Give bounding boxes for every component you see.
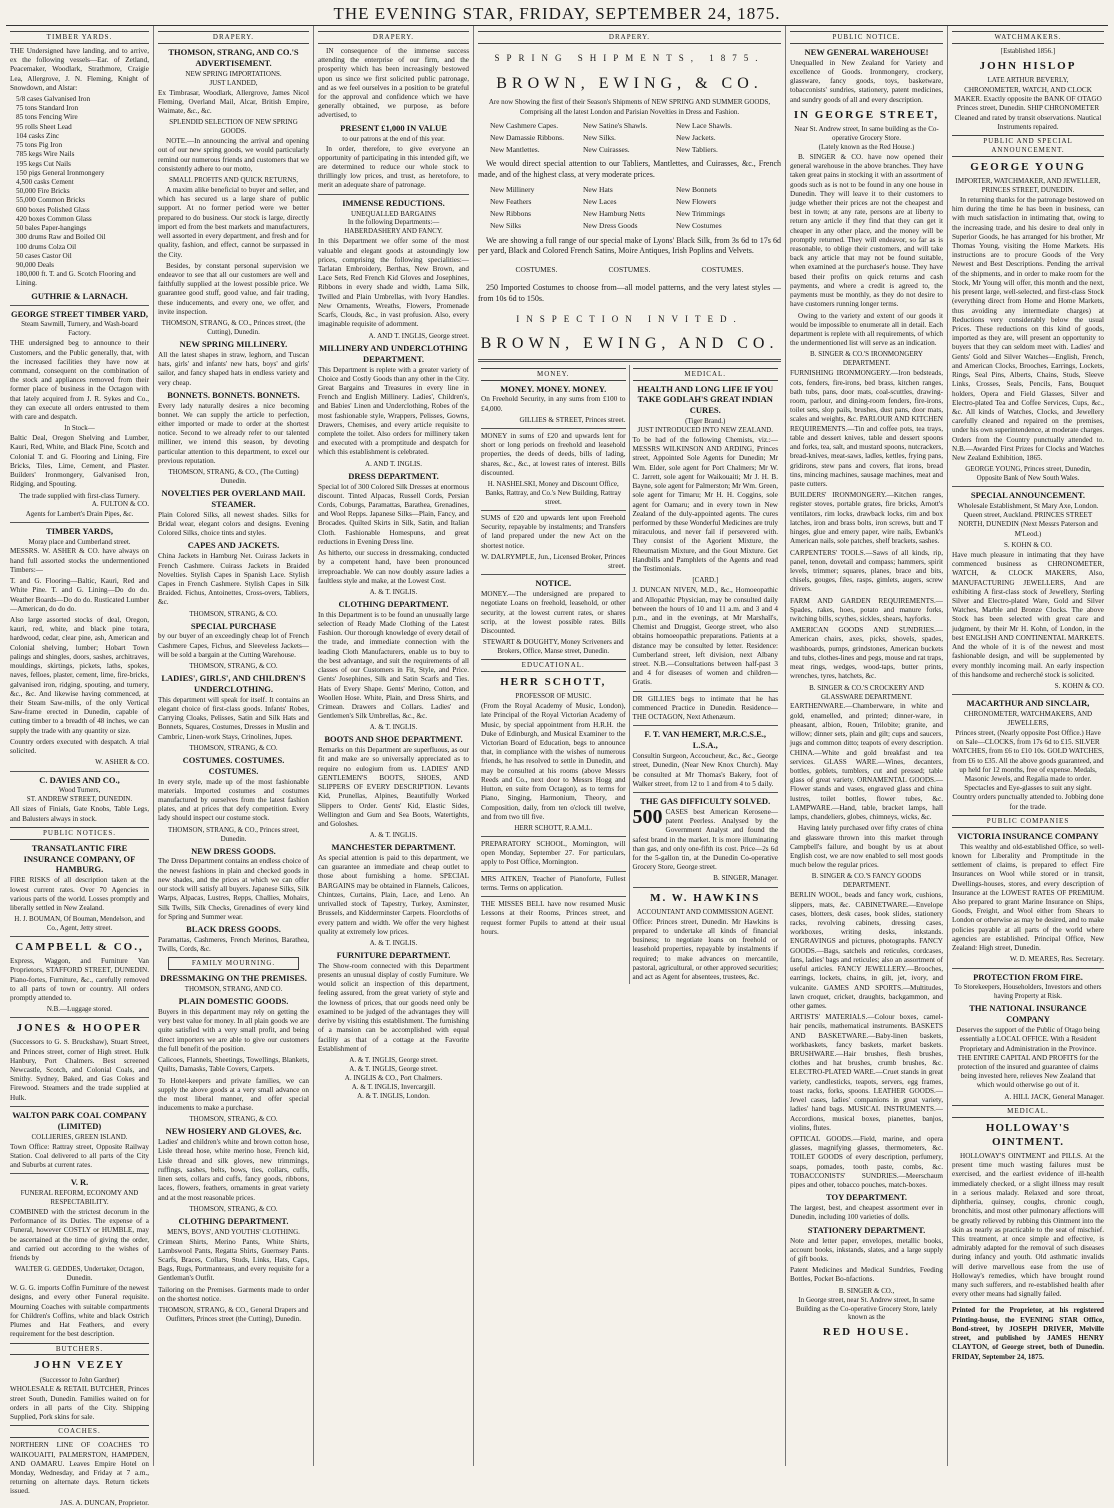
- advert-subheading: JUST LANDED,: [209, 78, 258, 87]
- advert-heading: MANCHESTER DEPARTMENT.: [331, 842, 456, 853]
- list-item: 195 kegs Cut Nails: [16, 159, 71, 168]
- brand-heading: BROWN, EWING, & CO.: [496, 74, 763, 92]
- advert-text: Having lately purchased over fifty crates of china and glassware thrown into this market through Campbell's failure, and bought by us at about English cost, we are now enabled to sell most goods much below the regular prices.: [790, 824, 943, 870]
- section-heading: MEDICAL.: [952, 1105, 1104, 1118]
- advert-text: In this Department we offer some of the most valuable and elegant goods at astoundingly low prices, comprising the following specialities:—Tarlatan Embroidery, Berthas, New Brown, and Lace Sets, Red French Kid Gloves and Josephines, Ribbons in every shade and width, Lama Silk, Twilled and Plain Umbrellas, with Ivory Handles. New Ornaments, Wreaths, Flowers, Promenade Scarfs, Clouds, &c., in vast profusion. Also, every imaginable requisite of adornment.: [318, 237, 469, 329]
- advert-heading: THOMSON, STRANG, AND CO.'S ADVERTISEMENT.: [168, 46, 299, 68]
- advert-text: FIRE RISKS of all description taken at the lowest current rates. Over 70 Agencies in various parts of the world. Losses promptly and liberally settled in New Zealand.: [10, 876, 149, 912]
- advert-signature: A. AND T. INGLIS.: [365, 459, 422, 468]
- advert-text: THE undersigned beg to announce to their Customers, and the Public generally, that, with the increased facilities they have now at command, consequent on the combination of the stock and appliances removed from their former place of business in the Octagon with that lately acquired from J. R. Sykes and Co., they can execute all orders entrusted to them with care and despatch.: [10, 339, 149, 422]
- section-heading: EDUCATIONAL.: [481, 659, 626, 672]
- advert-heading: IMMENSE REDUCTIONS.: [342, 197, 445, 208]
- advert-text: Every lady naturally desires a nice becoming bonnet. We can supply the article to perfection, either imported or made to order at the shortest notice. Second to we already refer to our talented milliner, we intend this season, by devoting particular attention to this department, to excel our previous reputation.: [158, 401, 309, 465]
- advert-text: 250 Imported Costumes to choose from—all model patterns, and the very latest styles —from 10s 6d to 150s.: [478, 283, 781, 304]
- advert-signature: A. INGLIS & CO., Port Chalmers.: [344, 1073, 443, 1082]
- advert-heading: SPECIAL ANNOUNCEMENT.: [970, 490, 1086, 501]
- advert-subheading: ACCOUNTANT AND COMMISSION AGENT.: [636, 907, 774, 916]
- advert-text: In this Department is to be found an unusually large selection of Ready Made Clothing of the Latest Fashion. Our thorough knowledge of every detail of the trade, and immediate connection with the leading Cloth Manufacturers, enable us to buy to the best advantage, and suit the requirements of all classes of our Customers in Fit, Style, and Price. Gents' Josephines, Silk and Satin Scarfs and Ties. Hats of Every Shape. Gents' Merino, Cotton, and Woollen Hose. White, Plain, and Dress Shirts, and Crimean. Drawers and Collars. Ladies' and Gentlemen's Silk Umbrellas, &c., &c.: [318, 610, 469, 721]
- advert-heading: V. R.: [70, 1177, 89, 1188]
- advert-signature: THOMSON, STRANG, & CO., Princes street, (the Cutting), Dunedin.: [161, 319, 306, 337]
- advert-text: This department will speak for itself. It contains an elegant choice of first-class goods. Infants' Robes, Carrying Cloaks, Pelisses, Satin and Silk Hats and Bonnets, Squares, Costumes, Dresses in Muslin and Cambric, Linen-work Stays, Crinolines, Jupes.: [158, 695, 309, 741]
- list-item: 300 drums Raw and Boiled Oil: [16, 233, 106, 242]
- column-3: [314, 26, 474, 1466]
- advert-text: CHRONOMETER, WATCH, AND CLOCK MAKER. Exactly opposite the BANK OF OTAGO Princes street, Dunedin. SHIP CHRONOMETER Cleaned and rated by transit observations. Nautical Instruments repaired.: [954, 85, 1102, 131]
- advert-text: SUMS of £20 and upwards lent upon Freehold Security, repayable by instalments; and Transfers of land prepared under the new Act on the shortest notice.: [481, 514, 626, 550]
- goods-grid: [490, 185, 769, 232]
- advert-signature: S. KOHN & CO.: [1054, 681, 1104, 690]
- advert-subheading: NEW SPRING IMPORTATIONS.: [185, 69, 282, 78]
- advert-signature: W. D. MEARES, Res. Secretary.: [1009, 955, 1104, 964]
- advert-heading: JONES & HOOPER: [16, 1022, 143, 1035]
- money-education-column: [478, 365, 630, 985]
- advert-text: Ladies' and children's white and brown cotton hose, Lisle thread hose, white merino hose, French kid, Lisle thread and silk gloves, new trimmings, ruffings, sashes, belts, bows, ties, collars, cuffs, linen sets, collars and cuffs, fancy goods, ribbons, laces, flowers, feathers, ornaments in great variety and at the most reasonable prices.: [158, 1138, 309, 1202]
- advert-text: As hitherto, our success in dressmaking, conducted by a competent hand, have been pronounced irreproachable. We can now doubly assure ladies a faultless style and make, at the Lowest Cost.: [318, 549, 469, 585]
- advert-subheading: CHRONOMETER, WATCHMAKERS, AND JEWELLERS,: [963, 710, 1093, 727]
- advert-text: MONEY in sums of £20 and upwards lent for short or long periods on freehold and leasehold properties, the deeds of deeds, bills of lading, shares, &c., &c., at lowest rates of interest. Bills discounted.: [481, 432, 626, 477]
- lower-split: [478, 365, 781, 985]
- advert-text: IN consequence of the immense success attending the enterprise of our firm, and the prosperity which has been increasingly bestowed upon us since we first solicited public patronage, and as we feel ourselves in a position to be grateful for the approval and confidence which we have generally obtained, we purpose, as before advertised, to: [318, 46, 469, 120]
- brand-heading: BROWN, EWING, AND CO.: [480, 334, 779, 352]
- list-item: 180,000 ft. T. and G. Scotch Flooring and Lining.: [16, 270, 136, 288]
- grid-item: New Jackets.: [676, 133, 716, 143]
- list-item: 5/8 cases Galvanised Iron: [16, 95, 91, 104]
- list-item: 150 pigs General Ironmongery: [16, 168, 105, 177]
- advert-heading: JOHN VEZEY: [33, 1359, 125, 1372]
- advert-text: COMBINED with the strictest decorum in the Performance of its Duties. The expense of a Funeral, however COSTLY or HUMBLE, may be ascertained at the time of giving the order, and carried out according to the wishes of friends by: [10, 1207, 149, 1263]
- advert-text: THE MISSES BELL have now resumed Music Lessons at their Rooms, Princes street, and request former Pupils to attend at their usual hours.: [481, 900, 626, 936]
- list-item: 90,000 Deals: [16, 260, 54, 269]
- advert-signature: A. & T. INGLIS, London.: [357, 1091, 430, 1100]
- list-item: 85 tons Fencing Wire: [16, 113, 78, 122]
- advert-signature: THOMSON, STRANG, & CO., (The Cutting) Dunedin.: [168, 468, 299, 486]
- grid-item: New Tabliers.: [676, 145, 718, 155]
- advert-signature: H. NASHELSKI, Money and Discount Office, Banks, Rattray, and Co.'s New Building, Rattray street.: [485, 480, 622, 507]
- grid-item: New Mantlettes.: [490, 145, 540, 155]
- advert-text: BERLIN WOOL, beads and fancy work, cushions, slippers, mats, &c. CABINETWARE.—Envelope cases, blotters, desk cases, book slides, stationery racks, revolving cabinets, dressing cases, workboxes, writing desks, inkstands. ENGRAVINGS and pictures, photographs. FANCY GOODS.—Bags, satchels and reticules, cordcases, fans, ladies' bags and reticules; also an assortment of useful articles. FANCY JEWELLERY.—Brooches, earrings, lockets, chains, in gilt, jet, ivory, and vulcanite. GAMES AND SPORTS.—Multitudes, lawn croquet, cricket, draughts, backgammon, and other games.: [790, 891, 943, 1010]
- column-6: [948, 26, 1108, 1466]
- advert-heading: CAMPBELL & CO.,: [15, 941, 144, 954]
- advert-text: MESSRS. W. ASHER & CO. have always on hand full assorted stocks the undermentioned Timbers:—: [10, 547, 149, 574]
- advert-heading: TRANSATLANTIC FIRE INSURANCE COMPANY, OF HAMBURG.: [23, 842, 136, 875]
- grid-item: COSTUMES.: [515, 265, 558, 275]
- advert-text: Deserves the support of the Public of Otago being essentially a LOCAL OFFICE. With a Resident Proprietary and Administration in the Province. THE ENTIRE CAPITAL AND PROFITS for the protection of the insured and guarantee of claims being invested here, relieves New Zealand that which would otherwise go out of it.: [956, 1026, 1100, 1090]
- advert-heading: DRESS DEPARTMENT.: [348, 470, 439, 481]
- advert-signature: GEORGE YOUNG, Princes street, Dunedin, Opposite Bank of New South Wales.: [965, 465, 1091, 483]
- advert-signature: B. SINGER & CO.,: [838, 1286, 895, 1295]
- column-5: [786, 26, 948, 1466]
- advert-subheading: (Tiger Brand.): [685, 417, 726, 426]
- advert-text: AMERICAN GOODS AND SUNDRIES.—American chairs, axes, picks, shovels, spades, washboards, pumps, grindstones, American buckets and tubs, clothes-lines and pegs, mouse and rat traps, meat rings, wedges, wood-taps, butter prints, wrenches, tyres, hatchets, &c.: [790, 626, 943, 681]
- advert-signature: JAS. A. DUNCAN, Proprietor.: [60, 1498, 149, 1507]
- advert-signature: HERR SCHOTT, R.A.M.L.: [514, 824, 593, 833]
- advert-text: B. SINGER & CO. have now opened their general warehouse in the above branches. They have taken great pains in stocking it with an assortment of goods such as is not to be found in any one house in Dunedin. They will leave it to their customers to judge whether their prices are not the cheapest and best in town; at any rate, persons are at liberty to return any article if they find that they can get it cheaper in any other place, and the money will be promptly returned. They will endeavor, so far as is reasonable, to oblige their customers, and will take back any article that may not be found suitable, when examined at the purchaser's house. They have based their profits on quick returns and cash payments, and where a credit is agreed to, the payments must be monthly, as they do not desire to have customers running longer terms.: [790, 152, 943, 309]
- advert-subheading: FUNERAL REFORM, ECONOMY AND RESPECTABILITY.: [20, 1189, 139, 1207]
- advert-signature: GILLIES & STREET, Princes street.: [519, 415, 626, 424]
- advert-text: (Successors to G. S. Bruckshaw), Stuart Street, and Princes street, corner of High street. Hulk Hanbury, Port Chalmers. Best screened Newcastle, Scotch, and Colonial Coals, and Smithy. Sydney, Baked, and Gas Cokes and Firewood. Steamers and the trade supplied at Hulk.: [10, 1038, 149, 1102]
- advert-text: On Freehold Security, in any sums from £100 to £4,000.: [481, 395, 626, 413]
- advert-text: All the latest shapes in straw, leghorn, and Tuscan hats, girls' and infants' new hats, boys' and girls' sailor, and fancy shaped hats in endless variety and very cheap.: [158, 350, 309, 387]
- advert-text: NORTHERN LINE OF COACHES TO WAIKOUAITI, PALMERSTON, HAMPDEN, AND OAMARU. Leaves Empire Hotel on Monday, Wednesday, and Friday at 7 a.m., returning on alternate days. Return tickets issued.: [10, 1441, 149, 1496]
- grid-item: New Silks: [490, 221, 522, 231]
- advert-text: In order, therefore, to give everyone an opportunity of participating in this intended gift, we are determined to reduce our whole stock to thrillingly low prices, and trust, as heretofore, to merit an adequate share of patronage.: [318, 144, 469, 190]
- advert-heading: NEW SPRING MILLINERY.: [179, 338, 288, 349]
- advert-signature: A. AND T. INGLIS, George street.: [368, 331, 469, 340]
- advert-signature: THOMSON, STRANG, & CO.: [189, 743, 278, 752]
- advert-heading: LADIES', GIRLS', AND CHILDREN'S UNDERCLOTHING.: [161, 673, 306, 694]
- advert-heading: IN GEORGE STREET,: [793, 108, 940, 121]
- advert-heading: M. W. HAWKINS: [650, 891, 761, 904]
- advert-heading: BONNETS. BONNETS. BONNETS.: [167, 389, 300, 400]
- advert-text: China Jackets in Hamburg Net. Cuirass Jackets in French Cashmere. Cuirass Jackets in Braided Novelties. Stylish Capes in Spanish Lace. Stylish Capes in French Cashmere. Stylish Capes in Silk Braided. Fichus, Antoinettes, Cross-overs, Tabliers, &c.: [158, 552, 309, 607]
- advert-text: [632, 805, 779, 873]
- grid-item: New Feathers: [490, 197, 532, 207]
- advert-text: Buyers in this department may rely on getting the very best value for money. In all plain goods we are quite satisfied with a very small profit, and being direct importers we are able to give our customers the full benefit of the position.: [158, 1007, 309, 1053]
- advert-text: Ex Timbrasar, Woodlark, Allergrove, James Nicol Fleming, Overland Mail, Alcar, British Empire, Waimate, &c., &c.: [158, 88, 309, 116]
- advert-subheading: Steam Sawmill, Turnery, and Wash-board Factory.: [21, 320, 138, 338]
- grid-item: New Costumes: [676, 221, 722, 231]
- advert-text: Plain Colored Silks, all newest shades. Silks for Bridal wear, elegant colors and designs. Evening Colored Silks, choice tints and styles.: [158, 510, 309, 538]
- advert-text: The trade supplied with first-class Turnery.: [19, 491, 140, 500]
- list-item: 4,500 casks Cement: [16, 178, 74, 187]
- advert-subheading: (Successor to John Gardner): [39, 1375, 120, 1384]
- advert-heading: HEALTH AND LONG LIFE IF YOU TAKE GODLAH'S GREAT INDIAN CURES.: [637, 383, 774, 416]
- advert-heading: JOHN HISLOP: [979, 59, 1077, 72]
- section-heading: TIMBER YARDS.: [10, 31, 149, 44]
- advert-text: J. DUNCAN NIVEN, M.D., &c., Homoeopathic and Allopathic Physician, may be consulted daily between the hours of 10 and 11 a.m. and 3 and 4 p.m., and in the evenings, at Mr Marshall's, Chemist and Druggist, George street, who also obtains homoeopathic preparations. Patients at a distance may be consulted by letter. Residence: Cumberland street, left division, next Albany street. N.B.—Consultations between half-past 3 and 4 for diseases of women and children— Gratis.: [632, 586, 778, 687]
- advert-text: MONEY.—The undersigned are prepared to negotiate Loans on freehold, leasehold, or other security, at the lowest current rates, or shares scrip, at the lowest possible rates. Bills Discounted.: [481, 590, 626, 636]
- advert-text: PREPARATORY SCHOOL, Mornington, will open Monday, September 27. For particulars, apply to Post Office, Mornington.: [481, 839, 626, 867]
- advert-subheading: ST. ANDREW STREET, DUNEDIN.: [26, 795, 133, 804]
- grid-item: New Silks.: [583, 133, 616, 143]
- section-heading: PUBLIC NOTICES.: [10, 827, 149, 840]
- advert-heading: CLOTHING DEPARTMENT.: [338, 598, 449, 609]
- advert-text: Express, Waggon, and Furniture Van Proprietors, STAFFORD STREET, DUNEDIN. Piano-fortes, Furniture, &c., carefully removed to all parts of town or country. All orders promptly attended to.: [10, 957, 149, 1003]
- advert-text: Princes street, (Nearly opposite Post Office.) Have on Sale—CLOCKS, from 17s 6d to £15. SILVER WATCHES, from £6 to £10 10s. GOLD WATCHES, from £6 to £35. All the above goods guaranteed, and up held for 12 months, free of expense. Medals, Masonic Jewels, and Regalia made to order. Spectacles and Eye-glasses to suit any sight. Country orders punctually attended to. Jobbing done for the trade.: [952, 728, 1104, 811]
- advert-text: As special attention is paid to this department, we can guarantee an immediate and cheap outlet to those about furnishing a home. SPECIAL BARGAINS may be obtained in Flannels, Calicoes, Chintzes, Curtains, Plain, Lace, and Leno. An unrivalled stock of Tapestry, Turkey, Axminster, Brussels, and Kidderminster Carpets. Floorcloths of every pattern and width. We offer the very highest quality at extremely low prices.: [318, 854, 469, 936]
- advert-text: THE Undersigned have landing, and to arrive, ex the following vessels—Ear. of Zetland, Peacemaker, Woodlark, Strathmore, Craigie Lea, Allergrove, J. N. Fleming, Knight of Snowdown, and Alstar:: [10, 46, 149, 92]
- advert-heading: HERR SCHOTT,: [500, 676, 607, 689]
- section-heading: PUBLIC AND SPECIAL ANNOUNCEMENT.: [952, 135, 1104, 157]
- advert-text: In George street, near St. Andrew street, In same Building as the Co-operative Grocery Store, lately known as the: [796, 1295, 937, 1322]
- list-item: 50 cases Castor Oil: [16, 251, 72, 260]
- advert-signature: A. FULTON & CO.: [91, 500, 149, 509]
- advert-signature: A. & T. INGLIS.: [369, 938, 418, 947]
- advert-signature: A. & T. INGLIS.: [369, 831, 418, 840]
- advert-heading: FURNITURE DEPARTMENT.: [336, 949, 451, 960]
- advert-signature: THOMSON, STRANG, & CO., Princes street, Dunedin.: [167, 825, 300, 843]
- advert-heading: COSTUMES. COSTUMES. COSTUMES.: [182, 754, 285, 776]
- advert-subheading: [Established 1856.]: [1000, 46, 1056, 55]
- kerosene-text: CASES best American Kerosene—patent Peerless. Analysed by the Government Analyst and found the safest brand in the market. It is more illuminating than gas, and only one-fifth its cost. Price—2s 6d for the 5-gallon tin, at the Dunedin Co-operative Grocery Store, George street.: [632, 807, 778, 872]
- advert-subheading: B. SINGER & CO.'S IRONMONGERY DEPARTMENT.: [810, 350, 923, 368]
- advert-heading: THE NATIONAL INSURANCE COMPANY: [969, 1003, 1087, 1025]
- advert-signature: THOMSON, STRANG, & CO.: [189, 1115, 278, 1124]
- advert-signature: A. & T. INGLIS.: [369, 723, 418, 732]
- advert-heading: NEW GENERAL WAREHOUSE!: [804, 46, 929, 57]
- advert-text: DR GILLIES begs to intimate that he has commenced Practice in Dunedin. Residence—THE OCTAGON, Next Athenæum.: [632, 694, 778, 722]
- list-item: 420 boxes Common Glass: [16, 214, 92, 223]
- advert-text: Remarks on this Department are superfluous, as our fit and make are so universally appreciated as to require no eulogium from us. LADIES' AND GENTLEMEN'S BOOTS, SHOES, AND SLIPPERS OF EVERY DESCRIPTION. Levants Kid, Prunellas, Alpines, Beautifully Worked Slippers to Order. Gents' Kid, Elastic Sides, Wellington and Gum and Sea Boots, Watertights, and Goloshes.: [318, 746, 469, 828]
- advert-subheading: IMPORTER, WATCHMAKER, AND JEWELLER, PRINCES STREET, DUNEDIN.: [955, 177, 1101, 194]
- advert-heading: WALTON PARK COAL COMPANY (LIMITED): [12, 1109, 147, 1131]
- advert-signature: A. & T. INGLIS, George street.: [349, 1064, 438, 1073]
- list-item: 100 drums Colza Oil: [16, 242, 77, 251]
- advert-text: T. and G. Flooring—Baltic, Kauri, Red and White Pine. T. and G. Lining—Do do do. Weather Boards—Do do do. Rusticated Lumber—American, do do do.: [10, 577, 149, 613]
- advert-text: (From the Royal Academy of Music, London), late Principal of the Royal Victorian Academy of Music, by special appointment from H.R.H. the Duke of Edinburgh, and Musical Examiner to the Victorian Board of Education, begs to announce that, in compliance with the wishes of numerous friends, he has resolved to settle in Dunedin, and may be consulted at his rooms (above Messrs Reeds and Co., next door to Messrs Hogg and Hutton, en suite from Octagon), as to terms for Piano, Singing, Harmonium, Theory, and Composition, daily, from ten o'clock till twelve, and from two till five.: [481, 702, 626, 821]
- grid-item: New Trimmings: [676, 209, 725, 219]
- advert-heading: MACARTHUR AND SINCLAIR,: [966, 698, 1090, 709]
- advert-subheading: Near St. Andrew street, In same building as the Co-operative Grocery Store.: [794, 125, 939, 142]
- advert-text: Unequalled in New Zealand for Variety and excellence of Goods. Ironmongery, crockery, glassware, fancy goods, toys, basketware, tobacconists' sundries, stationery, patent medicines, and sundry goods of all and every description.: [790, 58, 943, 104]
- list-item: 50 bales Paper-hangings: [16, 224, 87, 233]
- advert-subheading: to our patrons at the end of this year.: [342, 134, 445, 143]
- advert-subheading: Are now Showing the first of their Season's Shipments of NEW SPRING AND SUMMER GOODS,: [488, 98, 771, 107]
- advert-signature: A. & T. INGLIS.: [369, 587, 418, 596]
- grid-item: New Millinery: [490, 185, 535, 195]
- advert-text: Wholesale Establishment, St Mary Axe, London. Queen street, Auckland. PRINCES STREET NORTH, DUNEDIN (Next Messrs Paterson and M'Leod.): [957, 502, 1099, 538]
- advert-text: The largest, best, and cheapest assortment ever in Dunedin, including 100 varieties of dolls.: [790, 1204, 943, 1222]
- imprint: Printed for the Proprietor, at his registered Printing-house, the EVENING STAR Office, Bond-street, by JOSEPH DRIVER, Melville street, and published by JAMES HENRY CLAYTON, of George street, both of Dunedin. FRIDAY, September 24, 1875.: [952, 1306, 1104, 1361]
- advert-text: To be had of the following Chemists, viz.:—MESSRS WILKINSON AND ARDING, Princes street, Appointed Sole Agents for Dunedin; Mr Wm. Elder, sole agent for Port Chalmers; Mr W. C. Jarrett, sole agent for Waikouaiti; Mr J. H. B. Bayne, sole agent for Palmerston; Mr Wm. Green, sole agent for Timaru; Mr H. H. Coggins, sole agent for Oamaru; and in every town in New Zealand of the duly-appointed agents. The cures performed by these Wonderful Medicines are truly miraculous, and never fail if persevered with. They consist of the Agorient Mixture, the Rheumatism Mixture, and the Gout Mixture. Get Handbills and Pamphlets of the Agents and read the Testimonials.: [632, 436, 778, 574]
- advert-text: In every style, made up of the most fashionable materials. Imported costumes and costumes manufactured by ourselves from the latest fashion plates, and at prices that defy competition. Every lady should inspect our costume stock.: [158, 777, 309, 823]
- list-item: 600 boxes Polished Glass: [16, 205, 90, 214]
- grid-item: New Hamburg Netts: [583, 209, 645, 219]
- column-1: [6, 26, 154, 1507]
- advert-text: Owing to the variety and extent of our goods it would be impossible to enumerate all in detail. Each department is replete with all requirements, of which the undermentioned list will serve as an indication.: [790, 311, 943, 348]
- advert-signature: THOMSON, STRANG, AND CO.: [184, 985, 283, 994]
- advert-text: We are showing a full range of our special make of Lyons' Black Silk, from 3s 6d to 17s 6d per yard, Black and Colored French Satins, Moire Antiques, Irish Poplins and Velvets.: [478, 235, 781, 256]
- medical-column: [630, 365, 782, 985]
- section-heading: MONEY.: [481, 368, 626, 381]
- advert-signature: A. & T. INGLIS, Invercargill.: [351, 1082, 436, 1091]
- grid-item: New Ribbons: [490, 209, 532, 219]
- advert-subheading: SMALL PROFITS AND QUICK RETURNS,: [168, 176, 299, 185]
- advert-heading: DRESSMAKING ON THE PREMISES.: [160, 973, 307, 984]
- advert-text: FURNISHING IRONMONGERY.—Iron bedsteads, cots, fenders, fire-irons, bed brass, kitchen ranges, bath tubs, pans, door mats, coal-scuttles, drawing-room, parlour, and dining-room fenders, fire-irons, toilet sets, slop pails, brushes, dust pans, door mats, scales and weights, &c. PARLOUR AND KITCHEN REQUIREMENTS.—Tin and coffee pots, tea trays, table and dessert knives, table and dessert spoons and forks, tea, salt, and mustard spoons, nutcrackers, bread-knives, meat-saws, ladles, kettles, frying pans, gridirons, stew pans and covers, flat irons, bread tins, mincing machines, sausage machines, meat and paste cutters.: [790, 369, 943, 488]
- list-item: 55,000 Common Bricks: [16, 196, 85, 205]
- costumes-row: [490, 265, 769, 275]
- advert-signature: S. KOHN & CO.: [1003, 540, 1053, 549]
- advert-signature: A. HILL JACK, General Manager.: [1004, 1092, 1104, 1101]
- kerosene-count: 500: [632, 805, 663, 828]
- advert-heading: CLOTHING DEPARTMENT.: [178, 1215, 289, 1226]
- advert-heading: GEORGE YOUNG: [970, 160, 1086, 173]
- advert-text: Special lot of 300 Colored Silk Dresses at enormous discount. Tinted Alpacas, Russell Cords, Persian Cords, Coburgs, Paramattas, Barathea, Grenadines, and Wool Repps. Japanese Silks—Plain, Fancy, and Brocades. Quilted Skirts in Silk, Satin, and Italian Cloth. Fashionable Homespuns, and great reductions in Evening Dress line.: [318, 482, 469, 546]
- column-4: [474, 26, 786, 1466]
- advert-text: Paramattas, Cashmeres, French Merinos, Barathea, Twills, Cords, &c.: [158, 935, 309, 954]
- advert-text: W. G. G. imports Coffin Furniture of the newest designs, and every other Funeral requisite. Mourning Coaches with suitable compartments for Children's Coffins, white and black Ostrich Plumes and Hat Feathers, and every requirement for the best description.: [10, 1284, 149, 1339]
- advert-subheading: MEN'S, BOYS', AND YOUTHS' CLOTHING.: [167, 1227, 300, 1236]
- advert-heading: NEW HOSIERY AND GLOVES, &c.: [165, 1126, 302, 1137]
- advert-text: FARM AND GARDEN REQUIREMENTS.—Spades, rakes, hoes, potato and manure forks, twitching bills, scythes, sickles, shears, hayforks.: [790, 596, 943, 624]
- list-item: 75 tons Standard Iron: [16, 104, 79, 113]
- boxed-notice: FAMILY MOURNING.: [168, 957, 299, 970]
- advert-subheading: JUST INTRODUCED INTO NEW ZEALAND.: [637, 426, 774, 435]
- advert-subheading: In the following Departments:—: [347, 218, 440, 227]
- grid-item: New Bonnets: [676, 185, 717, 195]
- advert-subheading: UNEQUALLED BARGAINS: [351, 209, 436, 218]
- advert-text: WHOLESALE & RETAIL BUTCHER, Princes street South, Dunedin. Families waited on for orders in all parts of the City. Shipping Supplied, Pork skins for sale.: [10, 1385, 149, 1422]
- advert-signature: THOMSON, STRANG, & CO.: [189, 1204, 278, 1213]
- list-item: 104 casks Zinc: [16, 131, 60, 140]
- advert-text: Also large assorted stocks of deal, Oregon, kauri, red, white, and black pine totara, hardwood, cedar, clear pine, ash, American and Colonial shelving, lumber; Hobart Town palings and shingles, doors, sashes, architraves, mouldings, skirtings, pickets, laths, spokes, naves, felloes, plaster, cement, lime, fire-bricks, galvanised iron, ridging, spouting, and turnery, &c., &c. And likewise having commenced, at their Steam Saw-mills, of the only Vertical Saw-frame erected in Dunedin, capable of cutting timber to a breadth of 48 inches, we can supply the trade with any quantity or size.: [10, 616, 149, 735]
- advert-subheading: LATE ARTHUR BEVERLY,: [987, 75, 1069, 84]
- advert-text: N.B.—Luggage stored.: [46, 1005, 113, 1014]
- advert-heading: RED HOUSE.: [822, 1326, 911, 1339]
- advert-text: Consultin Surgeon, Accoucheur, &c., &c., George street, Dunedin, (Near New Knox Church). May be consulted at Mr Thomas's Bakery, foot of Walker street, from 12 to 1 and from 4 to 5 daily.: [632, 752, 778, 788]
- grid-item: New Hats: [583, 185, 613, 195]
- section-heading: DRAPERY.: [158, 31, 309, 44]
- advert-signature: THOMSON, STRANG, & CO., General Drapers and Outfitters, Princes street (the Cutting), Dunedin.: [158, 1306, 309, 1324]
- advert-text: Patent Medicines and Medical Sundries, Feeding Bottles, Pocket Bo-nfactions.: [790, 1266, 943, 1284]
- advert-heading: BLACK DRESS GOODS.: [186, 924, 281, 935]
- advert-heading: HOLLOWAY'S OINTMENT.: [985, 1121, 1071, 1148]
- advert-text: Agents for Lambert's Drain Pipes, &c.: [25, 509, 134, 518]
- list-item: 785 kegs Wire Nails: [16, 150, 75, 159]
- advert-text: The Show-room connected with this Department presents an unusual display of costly Furniture. We would solicit an inspection of this department, feeling assured, from the great variety of style and the lowness of prices, that our goods need only be examined to be judged of the advantages they will derive by visiting this establishment. The furnishing of a mansion can be accomplished with equal facility as that of a cottage at the Favorite Establishment of: [318, 961, 469, 1053]
- list-item: 95 rolls Sheet Lead: [16, 122, 72, 131]
- advert-heading: F. T. VAN HEMERT, M.R.C.S.E., L.S.A.,: [644, 729, 767, 751]
- section-heading: WATCHMAKERS.: [952, 31, 1104, 44]
- advert-text: We would direct special attention to our Tabliers, Mantlettes, and Cuirasses, &c., French made, and of the highest class, at very moderate prices.: [478, 159, 781, 180]
- advert-heading: C. DAVIES AND CO.,: [39, 774, 120, 785]
- advert-signature: WALTER G. GEDDES, Undertaker, Octagon, Dunedin.: [14, 1265, 145, 1283]
- advert-subheading: HABERDASHERY AND FANCY.: [344, 227, 443, 236]
- section-heading: COACHES.: [10, 1425, 149, 1438]
- section-heading: MEDICAL.: [633, 368, 779, 381]
- advert-heading: THE GAS DIFFICULTY SOLVED.: [640, 795, 771, 806]
- advert-subheading: COLLIERIES, GREEN ISLAND.: [31, 1132, 128, 1141]
- advert-signature: H. J. BOUMAN, Of Bouman, Mendelson, and Co., Agent, Jetty street.: [14, 915, 145, 933]
- advert-heading: GEORGE STREET TIMBER YARD,: [11, 308, 148, 319]
- advert-text: MRS AITKEN, Teacher of Pianoforte, Fullest terms. Terms on application.: [481, 874, 626, 892]
- list-item: 75 tons Pig Iron: [16, 141, 63, 150]
- advert-text: Besides, by constant personal supervision we endeavor to see that all our customers are well and faithfully supplied at the lowest possible price. We guarantee good stuff, good value, and fair trading, these inducements, and every one, we offer, and invite inspection.: [158, 261, 309, 316]
- advert-text: ARTISTS' MATERIALS.—Colour boxes, camel-hair pencils, mathematical instruments. BASKETS AND BASKETWARE.—Baby-linen baskets, workbaskets, fancy baskets, market baskets. BRUSHWARE.—Hair brushes, flesh brushes, clothes and hat brushes, crumb brushes, &c. ELECTRO-PLATED WARE.—Cruet stands in great variety, candlesticks, teapots, servers, egg frames, toast racks, forks, spoons. LEATHER GOODS.—Jewel cases, ladies' companions in great variety, ladies' hand bags. MUSICAL INSTRUMENTS.—Accordions, musical boxes, pianettes, banjos, violins, flutes.: [790, 1013, 943, 1132]
- goods-grid: [490, 121, 769, 155]
- grid-item: New Satine's Shawls.: [583, 121, 648, 131]
- advert-text: HOLLOWAY'S OINTMENT and PILLS. At the present time much wasting failures must be exercised, and the earliest evidence of ill-health immediately checked, or a slight illness may result in a serious malady. Relaxed and sore throat, diphtheria, quinsey, coughs, chronic cough, bronchitis, and most other pulmonary affections will be greatly relieved by rubbing this Ointment into the skin as nearly as practicable to the seat of mischief. This treatment, at once simple and effective, is admirably adapted for the removal of such diseases during infancy and youth. Old asthmatic invalids will derive marvellous ease from the use of Holloway's remedies, which have brought round many such sufferers, and re-established health after every other means had signally failed.: [952, 1151, 1104, 1299]
- advert-signature: STEWART & DOUGHTY, Money Scriveners and Brokers, Office, Manse street, Dunedin.: [482, 638, 624, 656]
- advert-subheading: To Storekeepers, Householders, Investors and others having Property at Risk.: [954, 983, 1102, 1001]
- grid-item: New Dress Goods: [583, 221, 638, 231]
- advert-text: Calicoes, Flannels, Sheetings, Towellings, Blankets, Quilts, Damasks, Table Covers, Carpets.: [158, 1056, 309, 1074]
- advert-text: Town Office: Rattray street, Opposite Railway Station. Coal delivered to all parts of the City and Suburbs at current rates.: [10, 1142, 149, 1169]
- columns: [6, 26, 1108, 1507]
- stock-list: [10, 95, 149, 289]
- advert-text: by our buyer of an exceedingly cheap lot of French Cashmere Capes, Fichus, and Sleeveless Jackets—will be sold a bargain at the Cutting Warehouse.: [158, 632, 309, 659]
- grid-item: COSTUMES.: [701, 265, 744, 275]
- advert-signature: B. SINGER, Manager.: [713, 874, 778, 883]
- advert-text: A maxim alike beneficial to buyer and seller, and which has secured us a large share of public support. At no former period were we better prepared to do business. Our stock is large, directly import ed from the best markets and manufacturers, well assorted in every department, and fresh and for quality, fashion, and effect, cannot be surpassed in the City.: [158, 186, 309, 259]
- advert-text: Office: Princes street, Dunedin. Mr Hawkins is prepared to undertake all kinds of financial business; to negotiate loans on freehold or leasehold properties, repayable by instalments if required; to make advances on mercantile, pastoral, agricultural, or other approved securities; and act as Agent for absentees, trustees, &c.: [632, 917, 778, 981]
- section-heading: DRAPERY.: [478, 31, 781, 44]
- advert-subheading: (Lately known as the Red House.): [818, 142, 915, 151]
- masthead: THE EVENING STAR, FRIDAY, SEPTEMBER 24, 1875.: [6, 4, 1108, 26]
- advert-heading: PROTECTION FROM FIRE.: [973, 971, 1083, 982]
- advert-heading: STATIONERY DEPARTMENT.: [807, 1224, 926, 1235]
- advert-text: CARPENTERS' TOOLS.—Saws of all kinds, rip, panel, tenon, dovetail and compass; hammers, spirit levels, trimmer; squares, planes, brace and bits, chisels, gouges, files, rasps, gimlets, augers, screw drivers.: [790, 548, 943, 594]
- advert-subheading: B. SINGER & CO.'S CROCKERY AND GLASSWARE DEPARTMENT.: [809, 683, 924, 701]
- grid-item: New Cuirasses.: [583, 145, 630, 155]
- grid-item: COSTUMES.: [608, 265, 651, 275]
- section-heading: BUTCHERS.: [10, 1343, 149, 1356]
- advert-text: NOTE.—In announcing the arrival and opening out of our new spring goods, we would particularly remind our numerous friends and customers that we consistently adhere to our motto,: [158, 137, 309, 173]
- grid-item: New Cashmere Capes.: [490, 121, 559, 131]
- advert-heading: [CARD.]: [692, 576, 719, 585]
- advert-heading: NOVELTIES PER OVERLAND MAIL STEAMER.: [161, 488, 306, 509]
- advert-text: The Dress Department contains an endless choice of the newest fashions in plain and checked goods in new shades, and the prices at which we can offer our stock will satisfy all buyers. Japanese Silks, Silk Warps, Alpacas, Lustres, Repps, Challies, Mohairs, Silk Twills, Silk Checks, Grenadines of every kind for Spring and Summer wear.: [158, 857, 309, 921]
- advert-text: Note and letter paper, envelopes, metallic books, account books, inkstands, slates, and a large supply of gift books.: [790, 1236, 943, 1263]
- advert-text: OPTICAL GOODS.—Field, marine, and opera glasses, magnifying glasses, thermometers, &c. TOILET GOODS of every description, perfumery, soaps, pomades, tooth paste, combs, &c. TOBACCONISTS' SUNDRIES.—Meerschaum pipes and other, tobacco pouches, match-boxes.: [790, 1135, 943, 1190]
- advert-text: To Hotel-keepers and private families, we can supply the above goods at a very small advance on the most liberal manner, and offer special inducements to make a purchase.: [158, 1076, 309, 1113]
- column-2: [154, 26, 314, 1466]
- advert-text: EARTHENWARE.—Chamberware, in white and gold, enamelled, and printed; dinner-ware, in pheasant, albion, Rouen, Trilobite; granite, and willow; dinner sets, plain and gilt; cups and saucers, jugs and common ditto; teapots of every description. CHINA.—White and gold breakfast and tea services. GLASS WARE.—Wines, decanters, bottles, goblets, tumblers, cut and pressed; table glass of great variety. ORNAMENTAL GOODS.—Flower stands and vases, engraved glass and china lustres, toilet bottles, flower tubes, &c. LAMPWARE.—Hand, table, bracket lamps, hall lamps, chandeliers, globes, chimneys, wicks, &c.: [790, 702, 943, 822]
- advert-signature: GUTHRIE & LARNACH.: [31, 290, 128, 301]
- advert-text: All sizes of Finials, Gate Knobs, Table Legs, and Balusters always in stock.: [10, 805, 149, 823]
- advert-subheading: SPLENDID SELECTION OF NEW SPRING GOODS.: [169, 118, 298, 136]
- advert-signature: A. & T. INGLIS, George street.: [349, 1056, 438, 1064]
- advert-heading: TOY DEPARTMENT.: [825, 1192, 908, 1203]
- advert-subheading: B. SINGER & CO.'S FANCY GOODS DEPARTMENT.: [811, 872, 922, 890]
- advert-subheading: In Stock—: [64, 424, 95, 433]
- advert-text: Country orders executed with despatch. A trial solicited.: [10, 737, 149, 756]
- advert-heading: SPECIAL PURCHASE: [190, 620, 277, 631]
- advert-heading: SPRING SHIPMENTS, 1875.: [494, 53, 765, 64]
- advert-subheading: Moray place and Cumberland street.: [28, 537, 131, 546]
- advert-text: This wealthy and old-established Office, so well-known for Liberality and Promptitude in the settlement of claims, is prepared to effect Fire Insurances on Wool while stored or in transit, Dwellings-houses, stores, and every description of Insurance at the LOWEST RATES OF PREMIUM. Also prepared to grant Marine Insurance on Ships, Goods, Freight, and Wool either from Shears to London or otherwise as may be desired, and to make policies payable at all parts of the world where agencies are established. Principal Office, New Zealand: High street, Dunedin.: [952, 842, 1104, 953]
- section-heading: PUBLIC NOTICE.: [790, 31, 943, 44]
- advert-signature: THOMSON, STRANG, & CO.: [189, 609, 278, 618]
- advert-text: Baltic Deal, Oregon Shelving and Lumber, Kauri, Red, White, and Black Pine, Scotch and Colonial T. and G. Flooring and Lining, Fire Bricks, Tiles, Lime, Cement, and Plaster. Builders' Ironmongery, Galvanised Iron, Ridging, and Spouting.: [10, 434, 149, 489]
- advert-signature: W. DALRYMPLE, Jun., Licensed Broker, Princes street.: [481, 552, 626, 571]
- advert-heading: PRESENT £1,000 IN VALUE: [340, 122, 447, 133]
- grid-item: New Laces: [583, 197, 617, 207]
- grid-item: New Damassie Ribbons.: [490, 133, 564, 143]
- list-item: 50,000 Fire Bricks: [16, 187, 70, 196]
- advert-subheading: PROFESSOR OF MUSIC.: [515, 692, 592, 701]
- advert-text: In returning thanks for the patronage bestowed on him during the time he has been in business, can with much satisfaction in intimating that, owing to the increasing trade, and his desire to deal only in Superior Goods, he has arranged for his brother, Mr Thomas Young, visiting the Home Markets. His instructions are to procure Goods of the Very Newest and Best Descriptions. Pending the arrival of the shipments, and in order to make room for the Stock, Mr Young will offer, this month and the next, his present large, well-selected, and first-class Stock (everything direct from Home and Home Markets, thus avoiding any intermediate charges) at Reductions very considerably below the usual Prices. These reductions on this kind of goods, imported as they are, will present an opportunity to buyers that they can seldom meet with. Ladies' and Gents' Gold and Silver Watches—English, French, and American Clocks, Brooches, Earrings, Lockets, Rings, Seal Pins, Alberts, Chains, Studs, Sleeve Links, Crosses, Seals, Pencils, Fans, Bouquet holders, Opera and Field Glasses, Silver and Electro-plated Tea and Coffee Services, Cups, &c., &c. All kinds of Watches, Clocks, and Jewellery carefully cleaned and repaired on the premises, under his own superintendence, at moderate charges. Orders from the Country punctually attended to. N.B.—Awarded First Prizes for Clocks and Watches New Zealand Exhibition, 1865.: [952, 195, 1104, 463]
- advert-heading: NEW DRESS GOODS.: [191, 845, 276, 856]
- section-heading: DRAPERY.: [318, 31, 469, 44]
- advert-text: Tailoring on the Premises. Garments made to order on the shortest notice.: [158, 1285, 309, 1303]
- advert-heading: VICTORIA INSURANCE COMPANY: [957, 830, 1099, 841]
- advert-heading: CAPES AND JACKETS.: [187, 540, 280, 551]
- advert-subheading: Comprising all the latest London and Parisian Novelties in Dress and Fashion.: [519, 107, 740, 116]
- advert-text: Crimean Shirts, Merino Pants, White Shirts, Lambswool Pants, Regatta Shirts, Guernsey Pants. Scarfs, Braces, Collars, Studs, Links, Hats, Caps, Bags, Rugs, Portmanteaus, and every requisite for a Gentleman's Outfit.: [158, 1237, 309, 1283]
- advert-heading: MONEY. MONEY. MONEY.: [500, 383, 607, 394]
- advert-heading: TIMBER YARDS,: [46, 525, 113, 536]
- advert-text: This Department is replete with a greater variety of Choice and Costly Goods than any other in the City. Great Bargains and Treasures in every line in French and English Millinery. Ladies', Children's, and Babies' Linen and Underclothing, Robes of the most fashionable style, Wrappers, Pelisses, Gowns, Drawers, Chemises, and every article requisite to complete the toilet. Also orders for millinery taken and executed with a promptitude and despatch for which this establishment is celebrated.: [318, 365, 469, 457]
- advert-heading: BOOTS AND SHOE DEPARTMENT.: [324, 734, 463, 745]
- advert-text: BUILDERS' IRONMONGERY.—Kitchen ranges, register stoves, portable grates, fire bricks, Arnott's ventilators, rim locks, drawback locks, rim and box latches, iron and brass bolts, iron screws, butt and T hinges, glue and emery paper, wire nails, Ewbank's American nails, sole patches, shelf brackets, sashes.: [790, 491, 943, 546]
- advert-heading: NOTICE.: [535, 578, 572, 589]
- section-heading: PUBLIC COMPANIES: [952, 815, 1104, 828]
- advert-subheading: Wood Turners,: [58, 786, 101, 795]
- advert-heading: MILLINERY AND UNDERCLOTHING DEPARTMENT.: [319, 342, 468, 364]
- advert-signature: THOMSON, STRANG, & CO.: [189, 662, 278, 671]
- grid-item: New Flowers: [676, 197, 717, 207]
- grid-item: New Lace Shawls.: [676, 121, 733, 131]
- advert-heading: PLAIN DOMESTIC GOODS.: [178, 996, 289, 1007]
- advert-heading: INSPECTION INVITED.: [516, 313, 743, 324]
- advert-text: Have much pleasure in intimating that they have commenced business as CHRONOMETER, WATCH, & CLOCK MAKERS, Also, MANUFACTURING JEWELLERS, And are exhibiting A first-class stock of Jewellery, Sterling Silver and Electro-plated Ware, Gold and Silver Watches, Marble and Bronze Clocks. The above Stock has been selected with great care and judgment, by their Mr H. Kohn, of London, in the best ENGLISH AND CONTINENTAL MARKETS. And the whole of it is of the newest and most fashionable design, and will be supplemented by every monthly incoming mail. An early inspection of this handsome and recherché stock is solicited.: [952, 550, 1104, 679]
- advert-signature: W. ASHER & CO.: [95, 758, 149, 767]
